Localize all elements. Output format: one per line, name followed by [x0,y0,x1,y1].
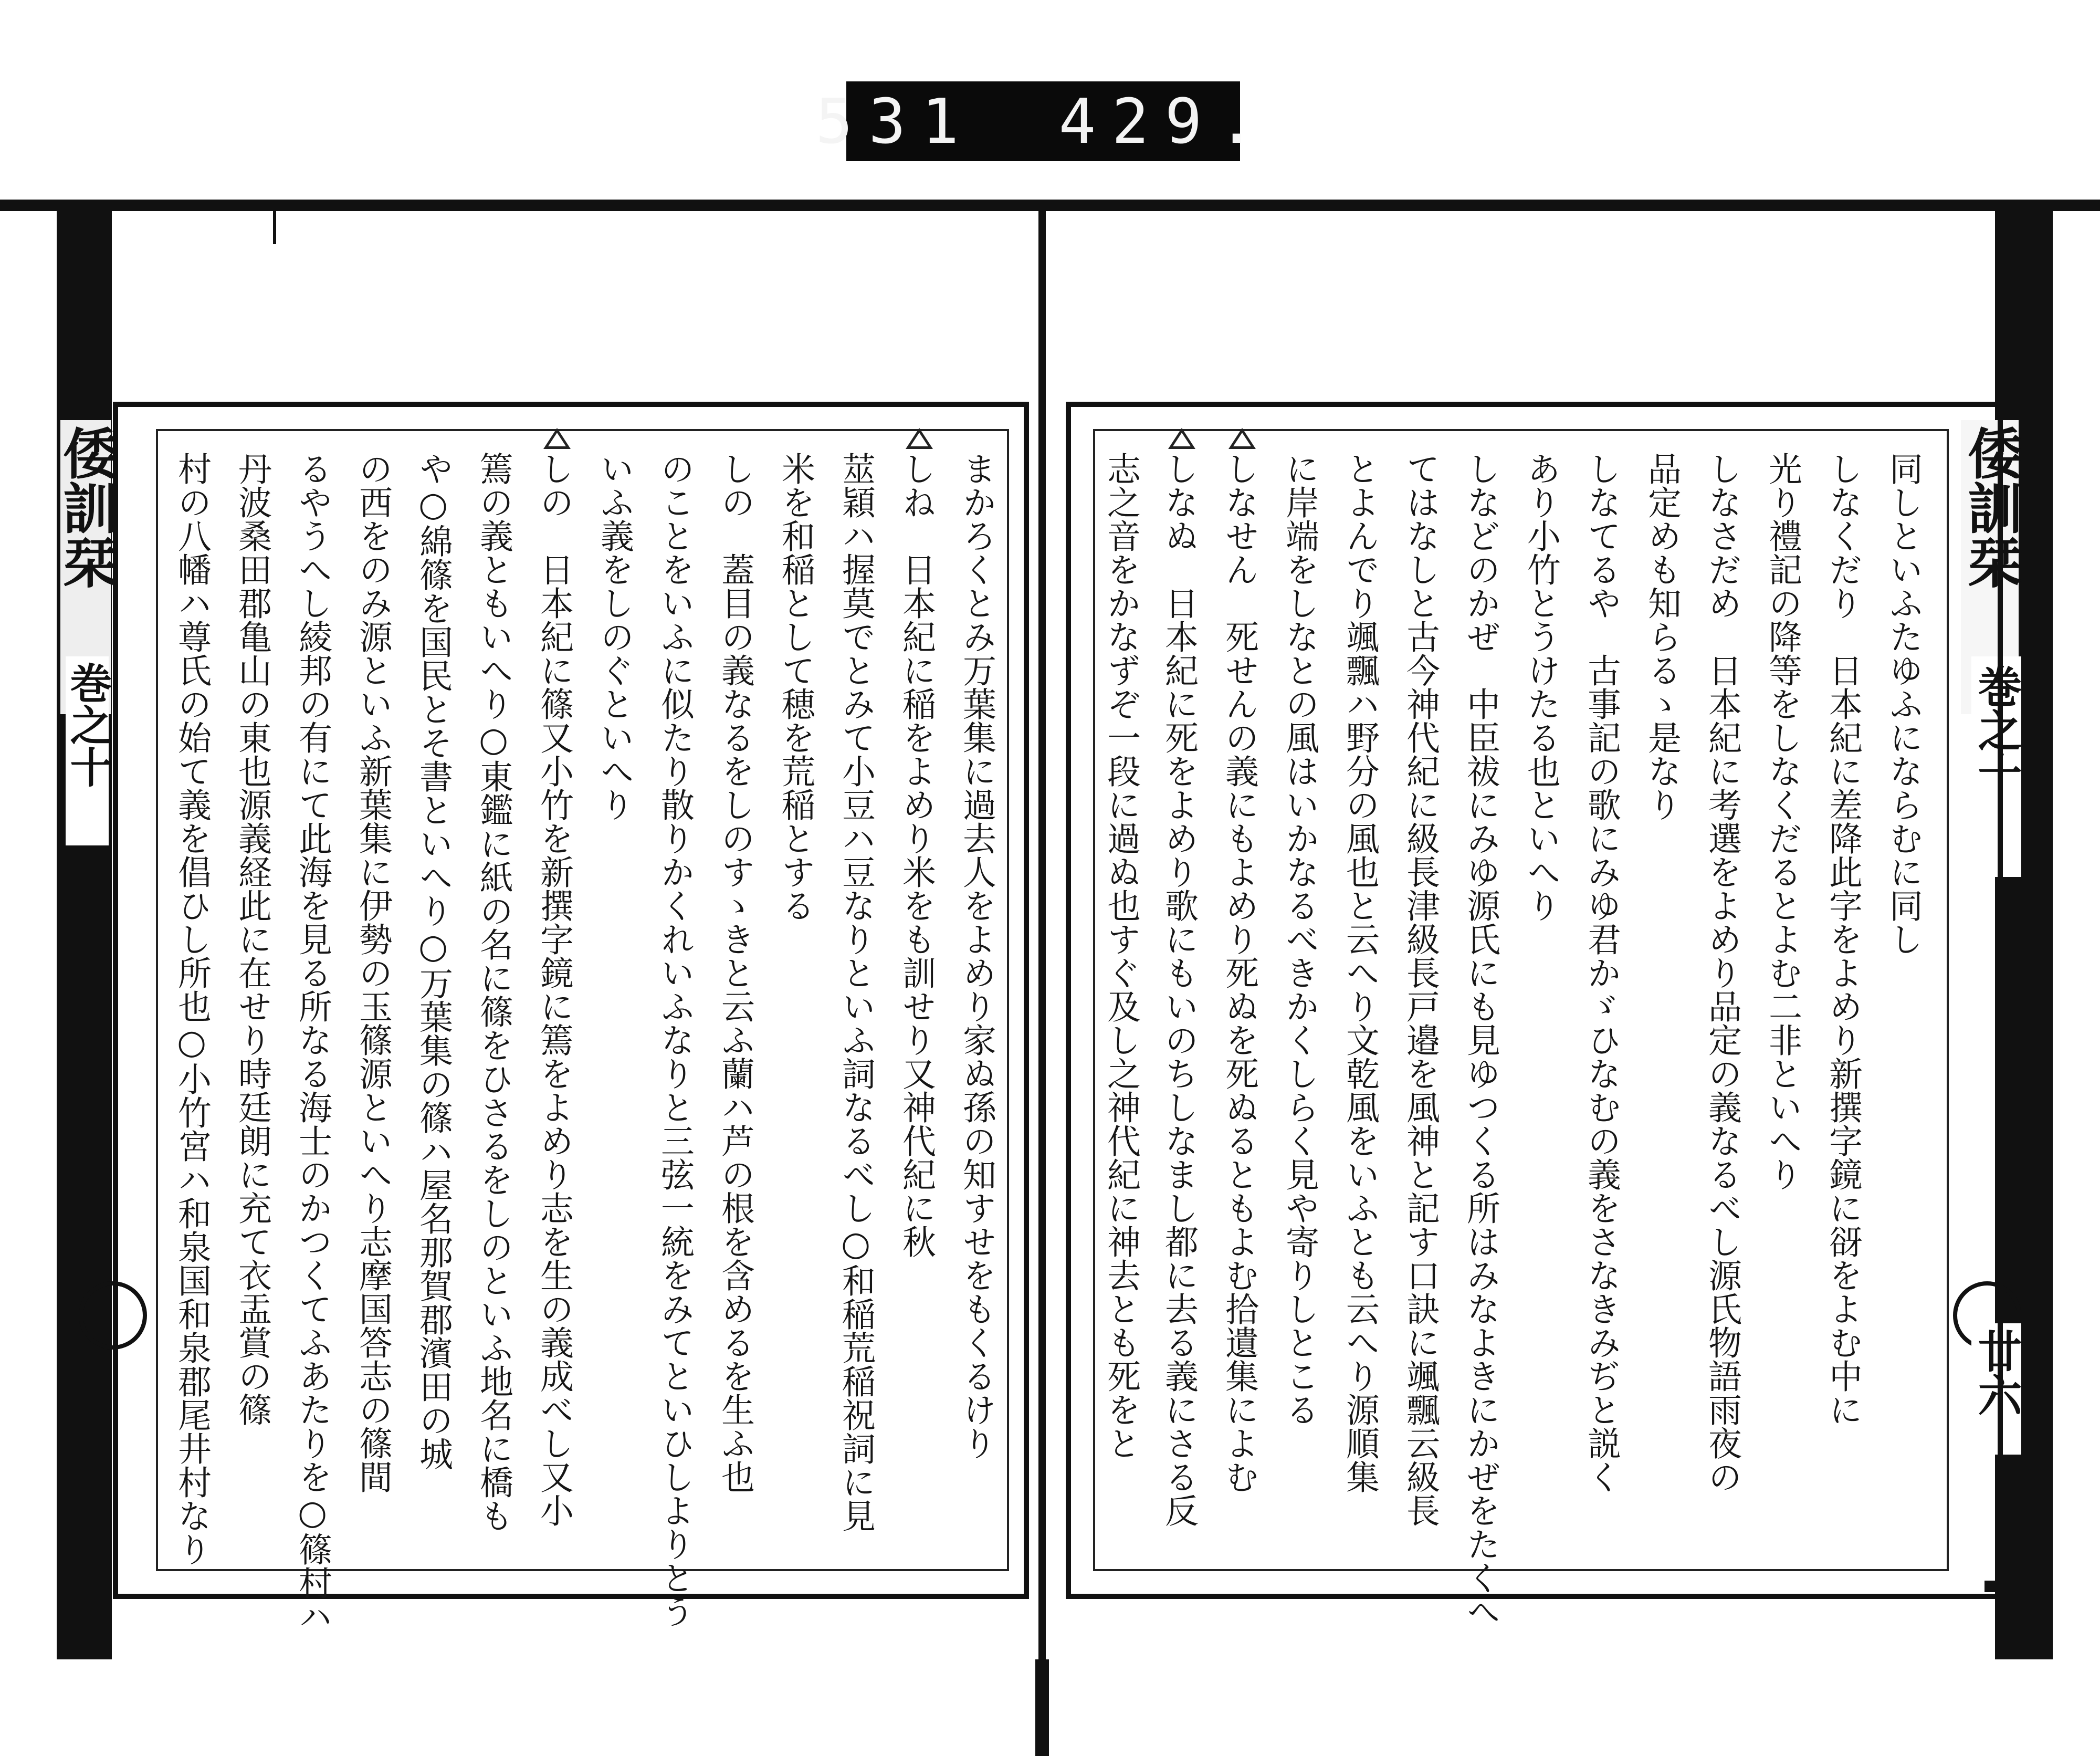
right-entry-marker-2 [1168,428,1195,449]
right-col-2: しなくだり 日本紀に差降此字をよめり新撰字鏡に谺をよむ中に [1823,452,1862,1426]
left-col-10: や○綿篠を国民とそ書といへり○万葉集の篠ハ屋名那賀郡濱田の城 [414,452,453,1470]
right-margin-volume: 巻之十 [1971,664,2023,796]
left-col-1: まかろくとみ万葉集に過去人をよめり家ぬ孫の知すせをもくるけり [957,452,996,1460]
left-col-2: しね 日本紀に稲をよめり米をも訓せり又神代紀に秋 [897,452,936,1258]
right-col-6: しなてるや 古事記の歌にみゆ君かゞひなむの義をさなきみぢと説く [1582,452,1621,1493]
left-col-12: るやうへし綾邦の有にて此海を見る所なる海士のかつくてふあたりを○篠村ハ [293,452,332,1633]
left-col-11: の西をのみ源といふ新葉集に伊勢の玉篠源といへり志摩国答志の篠間 [353,452,392,1493]
left-col-7: いふ義をしのぐといへり [595,452,634,821]
right-col-9: てはなしと古今神代紀に級長津級長戸邉を風神と記す口訣に颯飄云級長 [1401,452,1440,1527]
center-gutter-tab [1035,1659,1049,1756]
left-margin-volume: 巻之十 [63,662,112,788]
right-col-13: しなぬ 日本紀に死をよめり歌にもいのちしなまし都に去る義にさる反 [1159,452,1198,1527]
catalog-number-left: 531 [815,85,975,158]
right-col-4: しなさだめ 日本紀に考選をよめり品定の義なるべし源氏物語雨夜の [1703,452,1741,1493]
left-col-9: 篶の義ともいへり○東鑑に紙の名に篠をひさるをしのといふ地名に橋も [474,452,513,1532]
left-spine [54,200,118,1659]
right-col-3: 光り禮記の降等をしなくだるとよむ二非といへり [1763,452,1802,1191]
left-entry-marker-2 [543,428,571,449]
right-col-7: あり小竹とうけたる也といへり [1521,452,1560,922]
right-col-8: しなどのかぜ 中臣祓にみゆ源氏にも見ゆつくる所はみなよきにかぜをたくへ [1461,452,1500,1628]
left-col-8: しの 日本紀に篠又小竹を新撰字鏡に篶をよめり志を生の義成べし又小 [534,452,573,1527]
left-top-tick [273,207,276,244]
right-col-11: に岸端をしなとの風はいかなるべきかくしらく見や寄りしとこる [1280,452,1319,1426]
right-col-1: 同しといふたゆふにならむに同し [1884,452,1923,956]
catalog-number-right: 429. [1058,85,1271,158]
right-col-5: 品定めも知らるゝ是なり [1642,452,1681,821]
right-col-14: 志之音をかなずぞ一段に過ぬ也すぐ及し之神代紀に神去とも死をと [1101,452,1140,1460]
left-col-13: 丹波桑田郡亀山の東也源義経此に在せり時廷朗に充て衣盂賞の篠 [233,452,271,1426]
left-bottom-band [57,1581,112,1592]
right-col-10: とよんでり颯飄ハ野分の風也と云へり文乾風をいふとも云へり源順集 [1340,452,1379,1493]
right-page-number: 廿六 [1971,1329,2023,1417]
right-margin-title: 倭訓栞 [1958,425,2023,589]
center-gutter-line [1038,200,1046,1754]
left-margin-title: 倭訓栞 [54,425,118,589]
right-entry-marker-1 [1228,428,1256,449]
left-spine-volume [63,656,112,845]
left-col-5: しの 蓋目の義なるをしのすゝきと云ふ蘭ハ芦の根を含めるを生ふ也 [716,452,754,1493]
left-col-14: 村の八幡ハ尊氏の始て義を倡ひし所也○小竹宮ハ和泉国和泉郡尾井村なり [172,452,211,1566]
left-col-3: 莁穎ハ握莫でとみて小豆ハ豆なりといふ詞なるべし○和稲荒稲祝詞に見 [836,452,875,1532]
left-entry-marker-1 [906,428,933,449]
left-col-6: のことをいふに似たり散りかくれいふなりと三弦一統をみてといひしよりとう [655,452,694,1628]
right-col-12: しなせん 死せんの義にもよめり死ぬを死ぬるともよむ拾遺集によむ [1220,452,1258,1493]
top-binding-line [0,200,2100,211]
left-col-4: 米を和稲として穂を荒稲とする [776,452,815,922]
catalog-number-label [815,81,1271,161]
